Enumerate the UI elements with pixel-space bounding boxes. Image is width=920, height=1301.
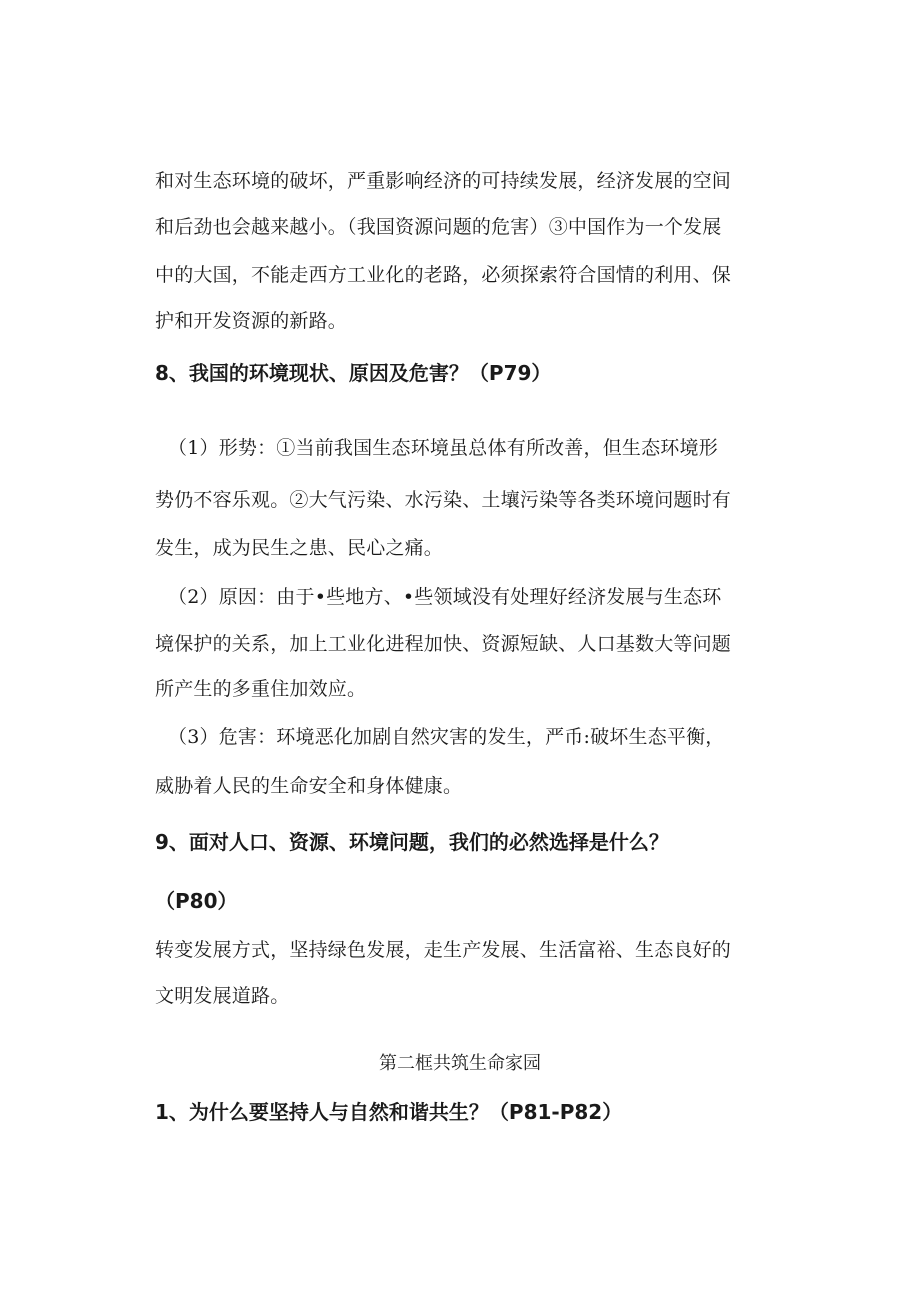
- paragraph-line: 护和开发资源的新路。: [155, 310, 348, 332]
- situation-line: （1）形势：①当前我国生态环境虽总体有所改善，但生态环境形: [168, 437, 718, 459]
- paragraph-line: 和对生态环境的破坏，严重影响经济的可持续发展，经济发展的空间: [155, 170, 732, 192]
- question-9-heading: 9、面对人口、资源、环境问题，我们的必然选择是什么？: [155, 830, 669, 854]
- answer-line: 文明发展道路。: [155, 985, 290, 1007]
- paragraph-line: 中的大国，不能走西方工业化的老路，必须探索符合国情的利用、保: [155, 264, 732, 286]
- cause-line: （2）原因：由于•些地方、•些领域没有处理好经济发展与生态环: [168, 586, 722, 608]
- section-title: 第二框共筑生命家园: [379, 1053, 541, 1074]
- question-8-heading: 8、我国的环境现状、原因及危害？（P79）: [155, 361, 552, 385]
- section-2-question-1-heading: 1、为什么要坚持人与自然和谐共生？（P81-P82）: [155, 1100, 623, 1124]
- paragraph-line: 和后劲也会越来越小。（我国资源问题的危害）③中国作为一个发展: [155, 216, 722, 238]
- situation-line: 发生，成为民生之患、民心之痛。: [155, 537, 444, 559]
- cause-line: 境保护的关系，加上工业化进程加快、资源短缺、人口基数大等问题: [155, 633, 732, 655]
- harm-line: （3）危害：环境恶化加剧自然灾害的发生，严币:破坏生态平衡，: [168, 726, 725, 748]
- harm-line: 威胁着人民的生命安全和身体健康。: [155, 775, 463, 797]
- question-9-page-ref: （P80）: [155, 889, 238, 913]
- cause-line: 所产生的多重住加效应。: [155, 678, 367, 700]
- answer-line: 转变发展方式，坚持绿色发展，走生产发展、生活富裕、生态良好的: [155, 939, 732, 961]
- situation-line: 势仍不容乐观。②大气污染、水污染、土壤污染等各类环境问题时有: [155, 489, 732, 511]
